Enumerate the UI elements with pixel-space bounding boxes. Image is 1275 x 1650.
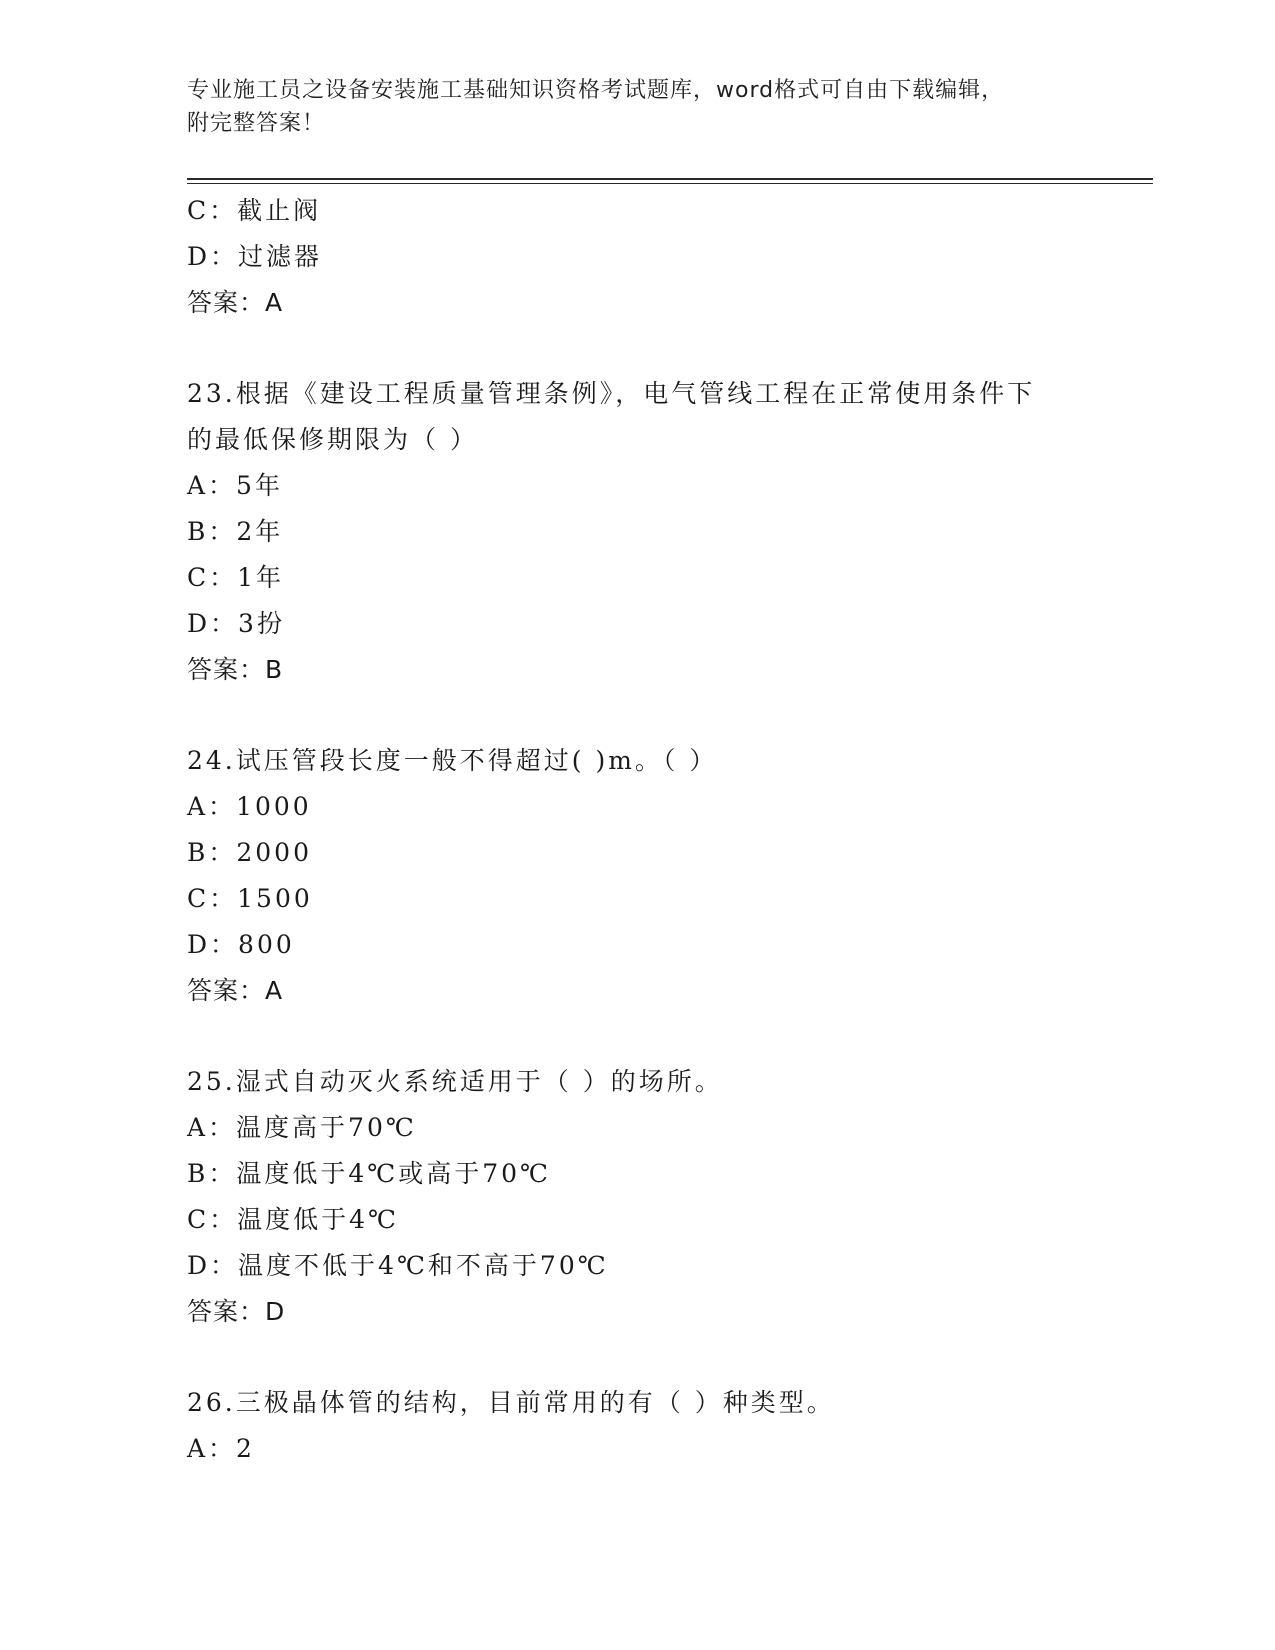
option-d: D：800 <box>187 930 295 959</box>
spacer <box>187 1335 1087 1380</box>
option-b: B：温度低于4℃或高于70℃ <box>187 1159 552 1188</box>
option-b: B：2年 <box>187 517 284 546</box>
question-stem: 23.根据《建设工程质量管理条例》，电气管线工程在正常使用条件下 <box>187 379 1036 408</box>
spacer <box>187 693 1087 738</box>
answer-label: 答案：D <box>187 1297 286 1326</box>
header-divider-thin <box>187 183 1153 184</box>
question-25 <box>187 1059 1087 1335</box>
answer-label: 答案：A <box>187 976 284 1005</box>
question-stem: 25.湿式自动灭火系统适用于（ ）的场所。 <box>187 1067 723 1096</box>
question-list <box>187 188 1087 1472</box>
question-23 <box>187 371 1087 693</box>
option-d: D：3扮 <box>187 609 285 638</box>
spacer <box>187 1014 1087 1059</box>
answer-label: 答案：A <box>187 288 284 317</box>
answer-label: 答案：B <box>187 655 284 684</box>
option-d: D：过滤器 <box>187 242 323 271</box>
question-26 <box>187 1380 1087 1472</box>
question-stem-continued: 的最低保修期限为（ ） <box>187 425 478 454</box>
option-c: C：1年 <box>187 563 285 592</box>
option-a: A：2 <box>187 1434 255 1463</box>
header-line-2: 附完整答案！ <box>187 111 326 136</box>
option-a: A：温度高于70℃ <box>187 1113 417 1142</box>
question-stem: 26.三极晶体管的结构，目前常用的有（ ）种类型。 <box>187 1388 835 1417</box>
question-22-tail <box>187 188 1087 326</box>
option-a: A：5年 <box>187 471 283 500</box>
question-stem: 24.试压管段长度一般不得超过( )m。（ ） <box>187 746 718 775</box>
option-c: C：温度低于4℃ <box>187 1205 400 1234</box>
option-d: D：温度不低于4℃和不高于70℃ <box>187 1251 609 1280</box>
option-b: B：2000 <box>187 838 312 867</box>
spacer <box>187 326 1087 371</box>
option-a: A：1000 <box>187 792 312 821</box>
option-c: C：截止阀 <box>187 196 322 225</box>
document-header <box>187 74 1087 140</box>
question-24 <box>187 738 1087 1014</box>
header-divider-thick <box>187 178 1153 180</box>
option-c: C：1500 <box>187 884 313 913</box>
header-line-1: 专业施工员之设备安装施工基础知识资格考试题库，word格式可自由下载编辑， <box>187 78 1005 103</box>
